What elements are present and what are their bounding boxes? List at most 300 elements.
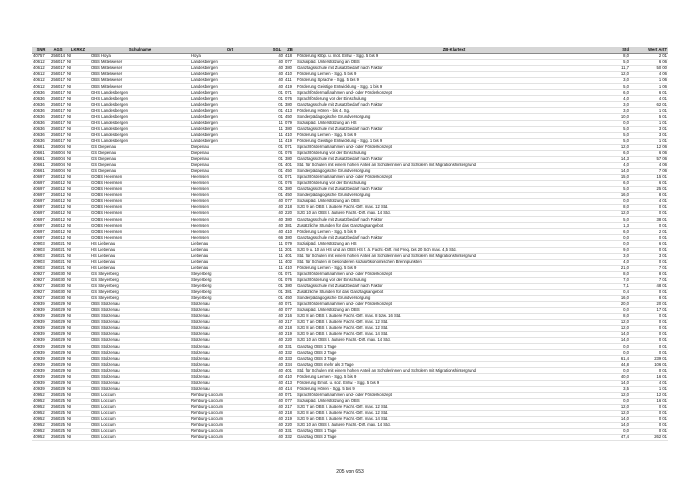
cell-schulname: OBS Stolzenau [90,326,190,332]
cell-wert-artt: 7 01 [630,277,668,283]
cell-sgl: 01 [270,168,284,174]
cell-ort: Heemsen [190,174,270,180]
cell-zb-klartext: Förderung Klbp. u. mot. Entw. - Sgg. 5 bis 9 [296,54,612,60]
cell-wert-artt: 0 01 [630,368,668,374]
cell-std: 44,8 [612,362,630,368]
cell-lkrkz: NI [66,162,90,168]
col-header-artt: ArtT [658,47,667,52]
cell-zb: 450 [284,295,296,301]
cell-std: 12,0 [612,404,630,410]
cell-wert-artt: 1 06 [630,84,668,90]
cell-lkrkz: NI [66,422,90,428]
cell-schulname: OBS Stolzenau [90,356,190,362]
cell-zb-klartext: Förderung Hören - Sgg. 5 bis 9 [296,386,612,392]
cell-zb-klartext: Förderung Geistige Entwicklung - Sgg. 1 bis 9 [296,84,612,90]
cell-schulname: GS Steyerberg [90,277,190,283]
cell-wert-artt: 0 01 [630,416,668,422]
cell-zb: 217 [284,404,296,410]
cell-snr: 40661 [32,144,50,150]
cell-snr: 40636 [32,138,50,144]
cell-zb-klartext: SJG 8 an OBS I. äußere Fachl.-Diff. max. 12 Std. [296,410,612,416]
cell-std: 8,0 [612,205,630,211]
cell-ort: Steyerberg [190,277,270,283]
cell-ort: Heemsen [190,187,270,193]
cell-zb: 450 [284,114,296,120]
cell-sgl: 11 [270,138,284,144]
cell-schulname: OBS Stolzenau [90,332,190,338]
cell-ort: Heemsen [190,235,270,241]
cell-sgl: 01 [270,277,284,283]
cell-zb: 410 [284,374,296,380]
cell-ort: Landesbergen [190,90,270,96]
cell-lkrkz: NI [66,96,90,102]
cell-ags: 256025 [51,410,65,416]
cell-lkrkz: NI [66,180,90,186]
cell-zb-klartext: Sprachfördermaßnahmen und- oder Förderkonzept [296,301,612,307]
cell-zb: 218 [284,205,296,211]
cell-zb-klartext: SJG 9 u. 10 an HS und an OBS HS f. ä. Fachl.-Diff. mit Freq. bis 20 Sch max. 4,5 Std. [296,247,612,253]
cell-lkrkz: NI [66,320,90,326]
cell-schulname: OBS Mittelweser [90,72,190,78]
cell-zb: 380 [284,217,296,223]
cell-ort: Stolzenau [190,338,270,344]
cell-sgl: 40 [270,374,284,380]
cell-sgl: 01 [270,90,284,96]
cell-lkrkz: NI [66,416,90,422]
cell-ags: 256012 [51,186,65,192]
cell-wert-artt: 0 01 [630,404,668,410]
cell-lkrkz: NI [66,223,90,229]
cell-sgl: 40 [270,350,284,356]
cell-std: 3,0 [612,102,630,108]
cell-snr: 40636 [32,132,50,138]
cell-ags: 256017 [51,126,65,131]
cell-schulname: OBS Stolzenau [90,314,190,320]
cell-snr: 40757 [32,54,50,60]
cell-lkrkz: NI [66,60,90,66]
cell-snr: 40952 [32,398,50,404]
cell-ags: 256012 [51,222,65,228]
cell-sgl: 11 [270,253,284,259]
cell-ags: 256029 [51,307,65,313]
cell-zb: 071 [284,271,296,277]
cell-zb: 219 [284,332,296,338]
cell-sgl: 66 [270,235,284,241]
cell-lkrkz: NI [66,90,90,96]
cell-ort: Landesbergen [190,114,270,120]
cell-wert-artt: 1 01 [630,108,668,114]
cell-lkrkz: NI [66,241,90,247]
cell-ort: Landesbergen [190,72,270,78]
cell-wert-artt: 8 01 [630,295,668,301]
cell-zb: 216 [284,314,296,320]
cell-zb: 077 [284,307,296,313]
cell-sgl: 40 [270,314,284,320]
cell-ags: 256030 [51,289,65,295]
cell-schulname: OBS Mittelweser [90,60,190,66]
cell-lkrkz: NI [66,205,90,211]
cell-sgl: 40 [270,368,284,374]
cell-snr: 40636 [32,96,50,102]
cell-schulname: GHS Landesbergen [90,102,190,108]
cell-wert-artt: 8 01 [630,193,668,199]
cell-ort: Stolzenau [190,332,270,338]
cell-std: 1,3 [612,223,630,229]
cell-sgl: 40 [270,66,284,72]
cell-lkrkz: NI [66,253,90,259]
cell-snr: 40927 [32,283,50,289]
cell-ort: Heemsen [190,223,270,229]
cell-zb-klartext: Ganztag OBS 2 Tage [296,350,612,356]
cell-snr: 40612 [32,72,50,78]
cell-zb: 380 [284,66,296,72]
cell-ort: Landesbergen [190,108,270,114]
cell-snr: 40697 [32,223,50,229]
cell-ags: 256004 [51,150,65,156]
cell-zb-klartext: Sozialpäd. Unterstützung an HS [296,241,612,247]
cell-zb-klartext: Sprachförderung vor der Einschulung [296,277,612,283]
cell-zb-klartext: Zusätzliche Stunden für das Ganztagsangebot [296,223,612,229]
cell-std: 3,0 [612,108,630,114]
cell-snr: 40952 [32,392,50,398]
cell-ags: 256029 [51,343,65,349]
cell-ort: Liebenau [190,253,270,259]
cell-sgl: 01 [270,174,284,180]
cell-snr: 40939 [32,362,50,368]
cell-snr: 40903 [32,241,50,247]
cell-lkrkz: NI [66,78,90,84]
cell-schulname: OBS Hoya [90,54,190,60]
cell-ort: Rehburg-Loccum [190,416,270,422]
cell-zb: 410 [284,132,296,138]
cell-zb: 079 [284,241,296,247]
cell-schulname: OBS Loccum [90,404,190,410]
cell-ags: 256025 [51,404,65,409]
cell-ort: Stolzenau [190,301,270,307]
cell-zb: 410 [284,229,296,235]
cell-zb-klartext: Ganztagsschule mit Zusatzbedarf nach Faktor [296,102,612,108]
cell-sgl: 40 [270,380,284,386]
cell-wert-artt: 6 06 [630,150,668,156]
cell-ags: 256004 [51,168,65,174]
cell-std: 14,0 [612,380,630,386]
cell-wert-artt: 239 01 [630,356,668,362]
cell-zb-klartext: Sprachfördermaßnahmen und- oder Förderkonzept [296,144,612,150]
cell-lkrkz: NI [66,362,90,368]
cell-std: 6,0 [612,229,630,235]
cell-snr: 40939 [32,356,50,362]
cell-zb-klartext: Förderung Hören - bis 4. Sg. [296,108,612,114]
cell-std: 8,0 [612,271,630,277]
cell-ags: 256030 [51,295,65,301]
cell-ort: Stolzenau [190,374,270,380]
cell-std: 0,0 [612,344,630,350]
cell-snr: 40697 [32,217,50,223]
cell-std: 0,4 [612,289,630,295]
cell-schulname: GHS Landesbergen [90,114,190,120]
cell-schulname: OBS Stolzenau [90,362,190,368]
cell-sgl: 11 [270,247,284,253]
cell-schulname: OBS Loccum [90,392,190,398]
cell-std: 3,0 [612,253,630,259]
cell-zb-klartext: Ganztagsschule mit Zusatzbedarf nach Faktor [296,217,612,223]
cell-sgl: 01 [270,108,284,114]
cell-zb: 414 [284,386,296,392]
cell-std: 12,0 [612,144,630,150]
cell-std: 16,0 [612,295,630,301]
cell-std: 47,4 [612,434,630,440]
cell-snr: 40612 [32,78,50,84]
cell-zb: 076 [284,277,296,283]
cell-wert-artt: 2 01 [630,229,668,235]
cell-std: 15,0 [612,174,630,180]
cell-zb: 071 [284,392,296,398]
col-header-lkrkz: LKRKZ [66,47,90,54]
cell-ags: 256017 [51,83,65,89]
cell-zb-klartext: Förderung Lernen - Sgg. 5 bis 9 [296,229,612,235]
cell-schulname: GHS Landesbergen [90,120,190,126]
table-row [32,434,668,440]
cell-snr: 40939 [32,344,50,350]
cell-std: 5,0 [612,187,630,193]
cell-wert-artt: 3 01 [630,126,668,132]
cell-sgl: 40 [270,392,284,398]
cell-zb-klartext: Std. für Schulen in besonderen sozial/ökonomischen Brennpunkten [296,259,612,265]
cell-lkrkz: NI [66,168,90,174]
cell-zb-klartext: Ganztagsschule mit Zusatzbedarf nach Faktor [296,187,612,193]
cell-wert-artt: 0 01 [630,314,668,320]
cell-lkrkz: NI [66,410,90,416]
cell-wert-artt: 0 01 [630,211,668,217]
cell-std: 5,0 [612,60,630,66]
cell-ort: Heemsen [190,193,270,199]
cell-snr: 40939 [32,301,50,307]
cell-snr: 40939 [32,338,50,344]
cell-ags: 256004 [51,156,65,162]
cell-std: 14,0 [612,332,630,338]
cell-lkrkz: NI [66,338,90,344]
cell-schulname: OBS Mittelweser [90,66,190,72]
cell-ags: 256012 [51,228,65,234]
cell-schulname: GS Steyerberg [90,271,190,277]
cell-zb-klartext: Sonderpädagogische Grundversorgung [296,295,612,301]
cell-sgl: 40 [270,78,284,84]
cell-lkrkz: NI [66,428,90,434]
cell-schulname: GS Steyerberg [90,283,190,289]
cell-zb: 219 [284,416,296,422]
cell-std: 14,0 [612,168,630,174]
cell-zb: 071 [284,301,296,307]
cell-wert-artt: 3 01 [630,132,668,138]
cell-ort: Diepenau [190,156,270,162]
cell-schulname: OBS Stolzenau [90,368,190,374]
cell-lkrkz: NI [66,84,90,90]
cell-wert-artt: 6 01 [630,90,668,96]
cell-ags: 256030 [51,271,65,276]
cell-snr: 40697 [32,235,50,241]
cell-std: 14,0 [612,422,630,428]
cell-zb: 218 [284,410,296,416]
cell-sgl: 01 [270,114,284,120]
cell-zb: 332 [284,350,296,356]
cell-std: 7,1 [612,283,630,289]
cell-wert-artt: 16 01 [630,374,668,380]
cell-wert-artt: 0 01 [630,344,668,350]
cell-sgl: 01 [270,156,284,162]
cell-ags: 256004 [51,162,65,168]
cell-wert-artt: 0 01 [630,422,668,428]
cell-ags: 256029 [51,331,65,337]
cell-lkrkz: NI [66,356,90,362]
cell-sgl: 11 [270,259,284,265]
cell-zb: 076 [284,180,296,186]
cell-ort: Heemsen [190,211,270,217]
cell-snr: 40952 [32,404,50,410]
cell-ags: 256021 [51,247,65,252]
cell-sgl: 40 [270,72,284,78]
cell-wert-artt: 0 01 [630,320,668,326]
cell-zb-klartext: Sozialpäd. Unterstützung an OBS [296,199,612,205]
cell-snr: 40697 [32,199,50,205]
cell-std: 0,0 [612,368,630,374]
cell-ort: Landesbergen [190,138,270,144]
cell-lkrkz: NI [66,380,90,386]
cell-schulname: HS Liebenau [90,241,190,247]
cell-ags: 256017 [51,113,65,119]
cell-zb-klartext: SJG 10 an OBS I. äußere Fachl.-Diff. max. 14 Std. [296,211,612,217]
cell-snr: 40697 [32,187,50,193]
cell-snr: 40636 [32,102,50,108]
cell-zb-klartext: Ganztag OBS 1 Tage [296,344,612,350]
cell-zb-klartext: Ganztag OBS 3 Tage [296,356,612,362]
cell-zb-klartext: Sonderpädagogische Grundversorgung [296,193,612,199]
cell-lkrkz: NI [66,265,90,271]
cell-zb: 333 [284,356,296,362]
cell-schulname: GOBS Heemsen [90,199,190,205]
cell-zb-klartext: Ganztagsschule mit Zusatzbedarf nach Faktor [296,66,612,72]
cell-ags: 256017 [51,120,65,125]
cell-ags: 256012 [51,192,65,198]
cell-sgl: 01 [270,144,284,150]
cell-zb-klartext: Förderung Emot. u. soz. Entw. - Sgg. 5 bis 9 [296,380,612,386]
cell-wert-artt: 12 01 [630,392,668,398]
cell-snr: 40661 [32,156,50,162]
cell-zb: 071 [284,144,296,150]
cell-wert-artt: 0 01 [630,428,668,434]
cell-snr: 40939 [32,326,50,332]
cell-ort: Liebenau [190,247,270,253]
cell-schulname: OBS Stolzenau [90,350,190,356]
cell-std: 12,0 [612,326,630,332]
cell-lkrkz: NI [66,138,90,144]
cell-std: 7,0 [612,277,630,283]
cell-ags: 256017 [51,101,65,107]
cell-zb: 410 [284,265,296,271]
col-header-schulname: Schulname [90,47,190,54]
cell-ags: 256029 [51,349,65,355]
cell-schulname: GS Diepenau [90,156,190,162]
cell-std: 40,0 [612,374,630,380]
cell-lkrkz: NI [66,229,90,235]
cell-zb: 418 [284,54,296,60]
cell-schulname: OBS Loccum [90,428,190,434]
cell-std: 0,0 [612,428,630,434]
cell-sgl: 01 [270,283,284,289]
cell-std: 11,7 [612,66,630,72]
cell-lkrkz: NI [66,193,90,199]
cell-zb: 450 [284,168,296,174]
cell-zb-klartext: Std. für Schulen mit einem hohen Anteil an Schülerinnen und Schülern mit Migrationshintergrund [296,368,612,374]
cell-zb-klartext: Ganztagsschule mit Zusatzbedarf nach Faktor [296,156,612,162]
cell-snr: 40939 [32,314,50,320]
cell-lkrkz: NI [66,314,90,320]
cell-std: 5,0 [612,217,630,223]
cell-schulname: HS Liebenau [90,247,190,253]
cell-sgl: 40 [270,199,284,205]
cell-snr: 40939 [32,350,50,356]
cell-zb: 331 [284,344,296,350]
cell-wert-artt: 12 06 [630,144,668,150]
cell-ort: Heemsen [190,217,270,223]
cell-ags: 256025 [51,434,65,440]
cell-ort: Rehburg-Loccum [190,422,270,428]
cell-zb: 071 [284,174,296,180]
cell-ort: Stolzenau [190,307,270,313]
cell-ort: Rehburg-Loccum [190,434,270,440]
cell-std: 5,0 [612,132,630,138]
table-body [32,54,668,441]
cell-schulname: GOBS Heemsen [90,235,190,241]
cell-snr: 40661 [32,168,50,174]
cell-wert-artt: 2 01 [630,54,668,60]
cell-schulname: GOBS Heemsen [90,187,190,193]
cell-wert-artt: 0 01 [630,326,668,332]
cell-wert-artt: 8 01 [630,271,668,277]
cell-ort: Landesbergen [190,132,270,138]
cell-ags: 256021 [51,265,65,270]
cell-wert-artt: 16 01 [630,398,668,404]
cell-std: 20,0 [612,301,630,307]
cell-snr: 40697 [32,193,50,199]
cell-ags: 256012 [51,204,65,210]
cell-zb-klartext: SJG 8 an OBS I. äußere Fachl.-Diff. max. 8 bzw. 16 Std. [296,314,612,320]
cell-lkrkz: NI [66,289,90,295]
cell-wert-artt: 25 01 [630,187,668,193]
cell-lkrkz: NI [66,368,90,374]
cell-wert-artt: 1 06 [630,78,668,84]
cell-lkrkz: NI [66,283,90,289]
cell-zb-klartext: Förderung Sprache - Sgg. 5 bis 9 [296,78,612,84]
cell-lkrkz: NI [66,434,90,440]
cell-snr: 40612 [32,60,50,66]
cell-sgl: 11 [270,126,284,132]
cell-wert-artt: 7 01 [630,265,668,271]
cell-sgl: 40 [270,410,284,416]
cell-wert-artt: 6 01 [630,241,668,247]
cell-ort: Landesbergen [190,102,270,108]
cell-ags: 256017 [51,107,65,113]
cell-wert-artt: 48 01 [630,283,668,289]
cell-std: 0,0 [612,398,630,404]
cell-zb-klartext: Ganztag OBS 2 Tage [296,434,612,440]
cell-schulname: GOBS Heemsen [90,180,190,186]
cell-ort: Diepenau [190,150,270,156]
cell-zb-klartext: Sprachfördermaßnahmen und- oder Förderkonzept [296,174,612,180]
cell-schulname: OBS Loccum [90,422,190,428]
cell-snr: 40661 [32,162,50,168]
cell-std: 14,0 [612,338,630,344]
cell-zb-klartext: Zusätzliche Stunden für das Ganztagsangebot [296,289,612,295]
